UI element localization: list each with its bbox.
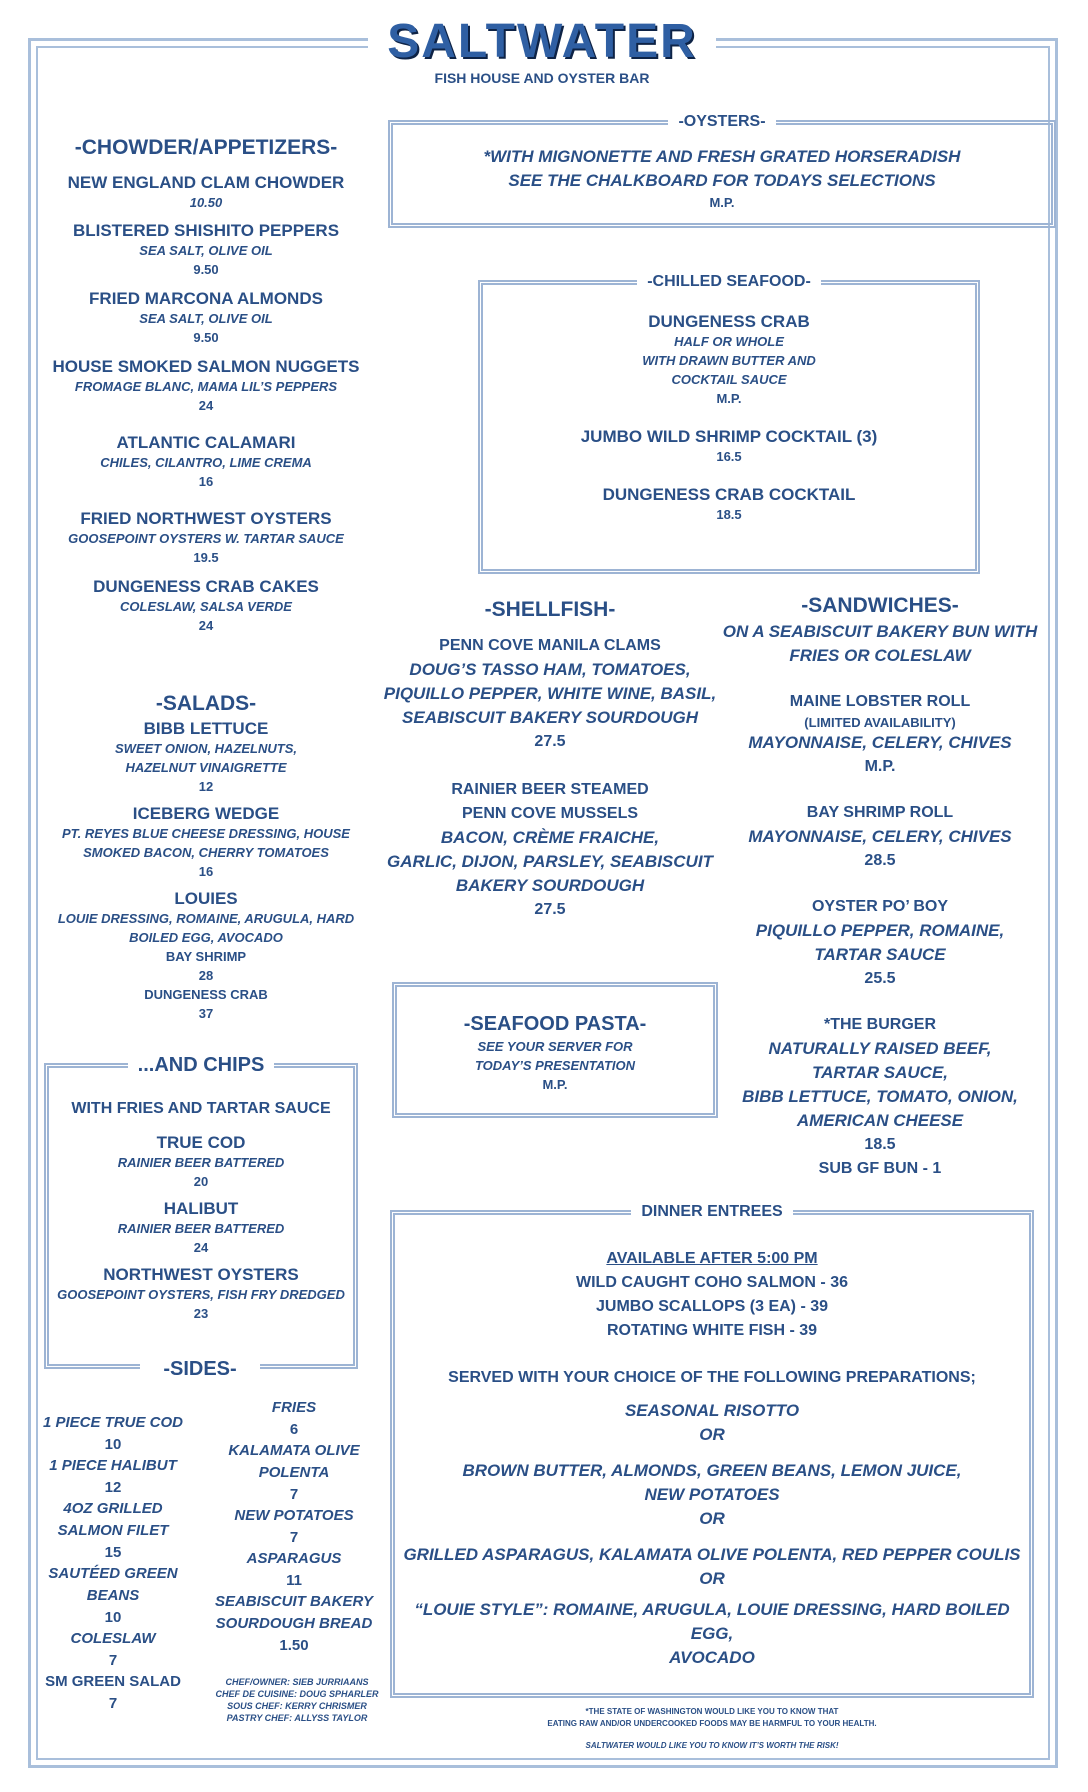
item-desc: LOUIE DRESSING, ROMAINE, ARUGULA, HARD xyxy=(57,911,355,926)
side-price: 6 xyxy=(289,1421,299,1438)
item-desc: TARTAR SAUCE, xyxy=(812,1063,948,1082)
chilled-title-wrap xyxy=(483,271,975,292)
chilled-box xyxy=(478,273,980,574)
item-price: 23 xyxy=(193,1306,209,1321)
item-desc: MAYONNAISE, CELERY, CHIVES xyxy=(748,733,1012,752)
item-name: HOUSE SMOKED SALMON NUGGETS xyxy=(52,357,360,376)
salads-section xyxy=(46,690,366,1023)
oysters-box xyxy=(388,113,1056,228)
item-name: DUNGENESS CRAB xyxy=(648,312,810,331)
item-name: ICEBERG WEDGE xyxy=(132,804,280,823)
entree-item: WILD CAUGHT COHO SALMON - 36 xyxy=(576,1274,848,1291)
logo: SALTWATER xyxy=(387,15,697,68)
item-desc: TARTAR SAUCE xyxy=(814,945,946,964)
preparation: AVOCADO xyxy=(669,1648,755,1667)
preparation: “LOUIE STYLE”: ROMAINE, ARUGULA, LOUIE DRESSING, HARD BOILED EGG, xyxy=(414,1600,1010,1643)
side-name: SAUTÉED GREEN xyxy=(48,1565,178,1582)
entrees-served: SERVED WITH YOUR CHOICE OF THE FOLLOWING PREPARATIONS; xyxy=(448,1369,976,1386)
item-price: 24 xyxy=(193,1240,209,1255)
credit-line: CHEF/OWNER: SIEB JURRIAANS xyxy=(225,1677,369,1687)
item-price: 24 xyxy=(198,398,214,413)
side-price: 11 xyxy=(286,1572,302,1589)
sides-right-column xyxy=(214,1397,374,1656)
item-desc: SMOKED BACON, CHERRY TOMATOES xyxy=(83,845,329,860)
logo-subtitle: FISH HOUSE AND OYSTER BAR xyxy=(434,70,650,86)
item-desc: GOOSEPOINT OYSTERS, FISH FRY DREDGED xyxy=(57,1287,345,1302)
item-name: NEW ENGLAND CLAM CHOWDER xyxy=(67,173,345,192)
or-separator: OR xyxy=(699,1509,725,1528)
item-price: M.P. xyxy=(716,391,742,406)
item-name: FRIED MARCONA ALMONDS xyxy=(89,289,323,308)
chilled-content xyxy=(483,311,975,524)
item-price: 27.5 xyxy=(534,901,566,918)
header xyxy=(368,14,716,88)
chips-title-wrap xyxy=(49,1054,353,1077)
item-desc: HALF OR WHOLE xyxy=(674,334,784,349)
item-desc: SEABISCUIT BAKERY SOURDOUGH xyxy=(402,708,698,727)
side-price: 7 xyxy=(289,1486,299,1503)
pasta-desc: SEE YOUR SERVER FOR xyxy=(477,1039,633,1054)
or-separator: OR xyxy=(699,1425,725,1444)
credit-line: CHEF DE CUISINE: DOUG SPHARLER xyxy=(215,1689,379,1699)
item-name: *THE BURGER xyxy=(823,1016,936,1033)
item-desc: GARLIC, DIJON, PARSLEY, SEABISCUIT xyxy=(387,852,713,871)
item-desc: PIQUILLO PEPPER, ROMAINE, xyxy=(755,921,1005,940)
item-price: 28 xyxy=(198,968,214,983)
item-desc: DOUG’S TASSO HAM, TOMATOES, xyxy=(409,660,691,679)
side-name: 1 PIECE TRUE COD xyxy=(42,1414,184,1431)
side-price: 7 xyxy=(108,1695,118,1712)
item-desc: MAYONNAISE, CELERY, CHIVES xyxy=(748,827,1012,846)
item-name: DUNGENESS CRAB CAKES xyxy=(93,577,319,596)
sides-title: -SIDES- xyxy=(163,1358,237,1380)
item-name: OYSTER PO’ BOY xyxy=(811,898,949,915)
pasta-content xyxy=(397,1011,713,1094)
item-name: ATLANTIC CALAMARI xyxy=(116,433,296,452)
pasta-title: -SEAFOOD PASTA- xyxy=(463,1013,647,1035)
oysters-content xyxy=(393,145,1051,212)
item-desc: COCKTAIL SAUCE xyxy=(671,372,787,387)
item-desc: SWEET ONION, HAZELNUTS, xyxy=(115,741,297,756)
side-name: SOURDOUGH BREAD xyxy=(215,1615,373,1632)
sandwiches-intro: FRIES OR COLESLAW xyxy=(789,646,971,665)
item-name: BIBB LETTUCE xyxy=(143,719,269,738)
item-price: 27.5 xyxy=(534,733,566,750)
side-name: COLESLAW xyxy=(70,1630,156,1647)
item-name: JUMBO WILD SHRIMP COCKTAIL (3) xyxy=(580,427,878,446)
item-desc: WITH DRAWN BUTTER AND xyxy=(642,353,816,368)
item-name: HALIBUT xyxy=(163,1199,239,1218)
side-price: 12 xyxy=(104,1479,122,1496)
item-price: 16 xyxy=(198,474,214,489)
oysters-title: -OYSTERS- xyxy=(668,113,775,130)
chips-title: ...AND CHIPS xyxy=(128,1054,275,1076)
side-name: BEANS xyxy=(86,1587,140,1604)
entree-item: JUMBO SCALLOPS (3 EA) - 39 xyxy=(595,1298,829,1315)
item-desc: BOILED EGG, AVOCADO xyxy=(129,930,283,945)
sides-left-column xyxy=(40,1412,186,1714)
side-name: 4OZ GRILLED xyxy=(63,1500,163,1517)
sandwiches-intro: ON A SEABISCUIT BAKERY BUN WITH xyxy=(722,622,1038,641)
item-desc: AMERICAN CHEESE xyxy=(796,1111,964,1130)
item-name: LOUIES xyxy=(174,889,238,908)
item-desc: PIQUILLO PEPPER, WHITE WINE, BASIL, xyxy=(383,684,717,703)
item-price: 16.5 xyxy=(716,449,742,464)
oysters-line: *WITH MIGNONETTE AND FRESH GRATED HORSERADISH xyxy=(483,147,961,166)
item-name: RAINIER BEER STEAMED xyxy=(451,781,649,798)
item-desc: BIBB LETTUCE, TOMATO, ONION, xyxy=(742,1087,1018,1106)
side-name: POLENTA xyxy=(258,1464,330,1481)
oysters-title-wrap xyxy=(393,111,1051,132)
entrees-availability: AVAILABLE AFTER 5:00 PM xyxy=(606,1250,818,1267)
item-desc: NATURALLY RAISED BEEF, xyxy=(768,1039,992,1058)
item-price: 20 xyxy=(193,1174,209,1189)
chef-credits xyxy=(214,1676,380,1724)
item-desc: SEA SALT, OLIVE OIL xyxy=(139,311,273,326)
item-price: 18.5 xyxy=(716,507,742,522)
item-desc: BACON, CRÈME FRAICHE, xyxy=(440,828,660,847)
item-price: 9.50 xyxy=(193,330,219,345)
item-price: 9.50 xyxy=(193,262,219,277)
side-name: 1 PIECE HALIBUT xyxy=(49,1457,177,1474)
item-price: 16 xyxy=(198,864,214,879)
salads-title: -SALADS- xyxy=(155,692,257,715)
entrees-title: DINNER ENTREES xyxy=(631,1203,792,1220)
chips-box xyxy=(44,1054,358,1369)
side-name: SEABISCUIT BAKERY xyxy=(214,1593,374,1610)
preparation: GRILLED ASPARAGUS, KALAMATA OLIVE POLENTA, RED PEPPER COULIS xyxy=(403,1545,1021,1564)
item-option: BAY SHRIMP xyxy=(165,949,247,964)
item-name: BLISTERED SHISHITO PEPPERS xyxy=(72,221,340,240)
item-extra: SUB GF BUN - 1 xyxy=(818,1160,942,1177)
chowder-section xyxy=(46,134,366,635)
entrees-box xyxy=(390,1203,1034,1698)
preparation: BROWN BUTTER, ALMONDS, GREEN BEANS, LEMON JUICE, xyxy=(462,1461,962,1480)
preparation: SEASONAL RISOTTO xyxy=(624,1401,800,1420)
item-name: NORTHWEST OYSTERS xyxy=(103,1265,299,1284)
item-name: FRIED NORTHWEST OYSTERS xyxy=(80,509,332,528)
item-price: 28.5 xyxy=(864,852,896,869)
oysters-price: M.P. xyxy=(709,195,735,210)
item-desc: FROMAGE BLANC, MAMA LIL’S PEPPERS xyxy=(74,379,338,394)
shellfish-section xyxy=(380,596,720,922)
side-price: 7 xyxy=(108,1652,118,1669)
shellfish-title: -SHELLFISH- xyxy=(484,598,616,621)
item-price: 12 xyxy=(198,779,214,794)
item-price: 19.5 xyxy=(193,550,219,565)
oysters-line: SEE THE CHALKBOARD FOR TODAYS SELECTIONS xyxy=(508,171,936,190)
item-price: 37 xyxy=(198,1006,214,1021)
side-name: KALAMATA OLIVE xyxy=(228,1442,360,1459)
item-price: 18.5 xyxy=(864,1136,896,1153)
pasta-box xyxy=(392,982,718,1118)
credit-line: PASTRY CHEF: ALLYSS TAYLOR xyxy=(226,1713,368,1723)
footer-line: *THE STATE OF WASHINGTON WOULD LIKE YOU TO KNOW THAT xyxy=(585,1707,839,1716)
side-name: SM GREEN SALAD xyxy=(45,1673,181,1690)
sandwiches-section xyxy=(720,592,1040,1181)
credit-line: SOUS CHEF: KERRY CHRISMER xyxy=(227,1701,367,1711)
item-name: DUNGENESS CRAB COCKTAIL xyxy=(602,485,856,504)
side-name: NEW POTATOES xyxy=(234,1507,354,1524)
footer-disclaimer xyxy=(390,1706,1034,1752)
entrees-title-wrap xyxy=(395,1201,1029,1222)
pasta-price: M.P. xyxy=(542,1077,568,1092)
side-price: 10 xyxy=(104,1436,122,1453)
item-desc: COLESLAW, SALSA VERDE xyxy=(120,599,292,614)
sandwiches-title: -SANDWICHES- xyxy=(801,594,959,617)
item-desc: PT. REYES BLUE CHEESE DRESSING, HOUSE xyxy=(62,826,350,841)
side-name: SALMON FILET xyxy=(57,1522,169,1539)
item-price: 10.50 xyxy=(189,195,223,210)
footer-tagline: SALTWATER WOULD LIKE YOU TO KNOW IT’S WORTH THE RISK! xyxy=(585,1741,839,1750)
entree-item: ROTATING WHITE FISH - 39 xyxy=(606,1322,818,1339)
item-name: BAY SHRIMP ROLL xyxy=(806,804,954,821)
side-price: 7 xyxy=(289,1529,299,1546)
chips-content xyxy=(49,1098,353,1323)
item-note: (LIMITED AVAILABILITY) xyxy=(804,715,956,730)
item-desc: CHILES, CILANTRO, LIME CREMA xyxy=(100,455,312,470)
preparation: NEW POTATOES xyxy=(644,1485,780,1504)
chilled-title: -CHILLED SEAFOOD- xyxy=(637,273,821,290)
item-desc: RAINIER BEER BATTERED xyxy=(117,1155,285,1170)
chips-intro: WITH FRIES AND TARTAR SAUCE xyxy=(71,1100,331,1117)
item-desc: GOOSEPOINT OYSTERS W. TARTAR SAUCE xyxy=(68,531,344,546)
item-price: 25.5 xyxy=(864,970,896,987)
chowder-title: -CHOWDER/APPETIZERS- xyxy=(74,136,338,159)
item-desc: HAZELNUT VINAIGRETTE xyxy=(125,760,287,775)
sides-title-wrap xyxy=(140,1356,260,1382)
item-name: PENN COVE MUSSELS xyxy=(461,805,639,822)
item-price: 24 xyxy=(198,618,214,633)
item-option: DUNGENESS CRAB xyxy=(144,987,268,1002)
entrees-content xyxy=(395,1247,1029,1670)
side-name: ASPARAGUS xyxy=(246,1550,342,1567)
side-name: FRIES xyxy=(271,1399,317,1416)
footer-line: EATING RAW AND/OR UNDERCOOKED FOODS MAY BE HARMFUL TO YOUR HEALTH. xyxy=(547,1719,877,1728)
item-name: TRUE COD xyxy=(156,1133,246,1152)
item-desc: RAINIER BEER BATTERED xyxy=(117,1221,285,1236)
side-price: 1.50 xyxy=(279,1637,309,1654)
item-name: PENN COVE MANILA CLAMS xyxy=(439,637,661,654)
or-separator: OR xyxy=(699,1569,725,1588)
item-desc: SEA SALT, OLIVE OIL xyxy=(139,243,273,258)
item-price: M.P. xyxy=(864,758,896,775)
side-price: 15 xyxy=(104,1544,122,1561)
pasta-desc: TODAY’S PRESENTATION xyxy=(474,1058,636,1073)
side-price: 10 xyxy=(104,1609,122,1626)
item-name: MAINE LOBSTER ROLL xyxy=(789,693,971,710)
item-desc: BAKERY SOURDOUGH xyxy=(455,876,645,895)
